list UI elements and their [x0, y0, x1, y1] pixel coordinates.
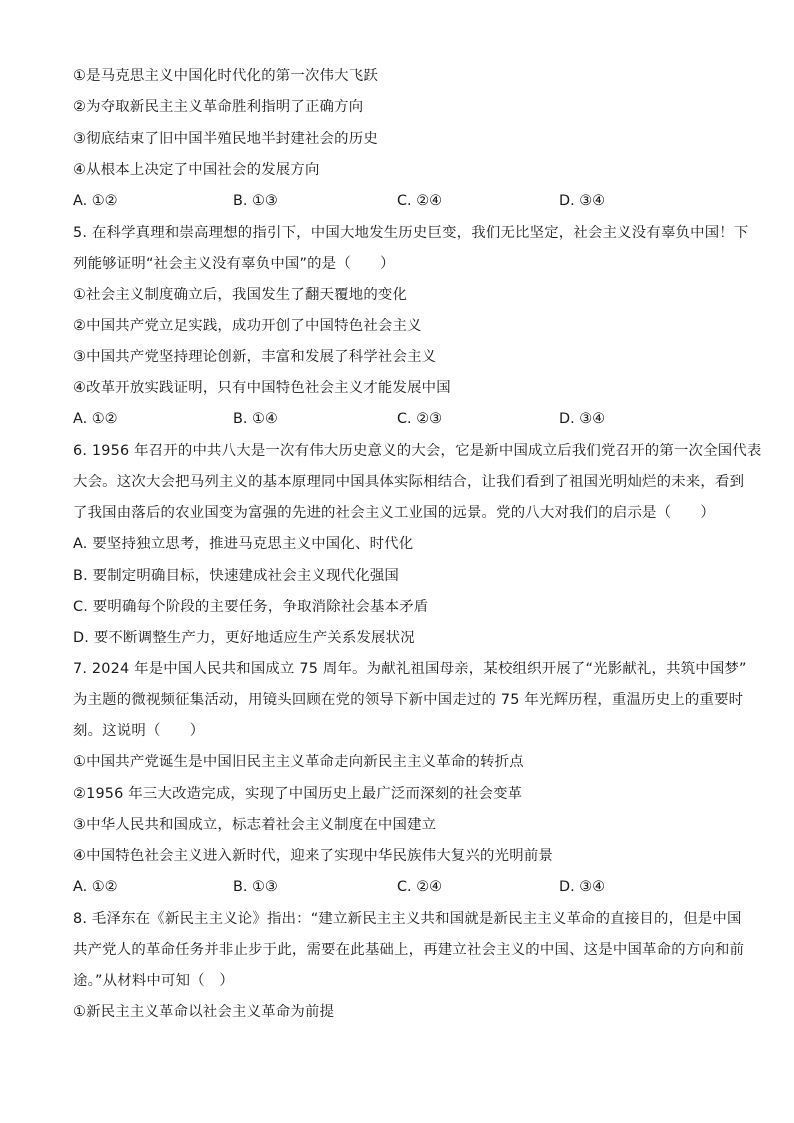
q4-item-1: ①是马克思主义中国化时代化的第一次伟大飞跃	[73, 68, 378, 84]
q7-option-c: C. ②④	[397, 879, 442, 895]
q7-item-1: ①中国共产党诞生是中国旧民主主义革命走向新民主主义革命的转折点	[73, 754, 524, 770]
q7-option-b: B. ①③	[233, 879, 278, 895]
q7-stem-line-3: 刻。这说明（ ）	[73, 723, 205, 739]
q8-stem-line-2: 共产党人的革命任务并非止步于此，需要在此基础上，再建立社会主义的中国、这是中国革命的方向和前	[73, 942, 745, 958]
q8-item-1: ①新民主主义革命以社会主义革命为前提	[73, 1004, 335, 1020]
q5-stem-line-2: 列能够证明“社会主义没有辜负中国”的是（ ）	[73, 256, 395, 272]
q7-option-d: D. ③④	[559, 879, 606, 895]
q4-option-c: C. ②④	[397, 193, 442, 209]
q5-options	[73, 409, 733, 429]
q4-option-d: D. ③④	[559, 193, 606, 209]
q8-stem-line-3: 途。”从材料中可知（ ）	[73, 973, 234, 989]
q6-choice-a: A. 要坚持独立思考，推进马克思主义中国化、时代化	[73, 536, 414, 552]
q5-item-2: ②中国共产党立足实践，成功开创了中国特色社会主义	[73, 318, 422, 334]
q7-item-3: ③中华人民共和国成立，标志着社会主义制度在中国建立	[73, 817, 437, 833]
q5-option-b: B. ①④	[233, 411, 278, 427]
q8-stem-line-1: 8. 毛泽东在《新民主主义论》指出：“建立新民主主义共和国就是新民主主义革命的直接目的，但是中国	[73, 911, 742, 927]
q5-item-1: ①社会主义制度确立后，我国发生了翻天覆地的变化	[73, 287, 408, 303]
q7-stem-line-2: 为主题的微视频征集活动，用镜头回顾在党的领导下新中国走过的 75 年光辉历程，重温历史上的重要时	[73, 692, 744, 708]
q6-stem-line-1: 6. 1956 年召开的中共八大是一次有伟大历史意义的大会，它是新中国成立后我们党召开的第一次全国代表	[73, 443, 762, 459]
q4-item-4: ④从根本上决定了中国社会的发展方向	[73, 162, 320, 178]
q4-item-3: ③彻底结束了旧中国半殖民地半封建社会的历史	[73, 131, 378, 147]
q5-option-a: A. ①②	[73, 411, 118, 427]
q7-options	[73, 877, 733, 897]
q4-options	[73, 191, 733, 211]
q6-choice-b: B. 要制定明确目标，快速建成社会主义现代化强国	[73, 568, 400, 584]
q7-item-2: ②1956 年三大改造完成，实现了中国历史上最广泛而深刻的社会变革	[73, 786, 523, 802]
q6-stem-line-3: 了我国由落后的农业国变为富强的先进的社会主义工业国的远景。党的八大对我们的启示是（ ）	[73, 505, 715, 521]
q6-stem-line-2: 大会。这次大会把马列主义的基本原理同中国具体实际相结合，让我们看到了祖国光明灿烂的未来，看到	[73, 474, 745, 490]
q5-option-d: D. ③④	[559, 411, 606, 427]
q4-option-b: B. ①③	[233, 193, 278, 209]
q7-option-a: A. ①②	[73, 879, 118, 895]
q5-item-4: ④改革开放实践证明，只有中国特色社会主义才能发展中国	[73, 380, 451, 396]
q7-item-4: ④中国特色社会主义进入新时代，迎来了实现中华民族伟大复兴的光明前景	[73, 848, 554, 864]
q5-item-3: ③中国共产党坚持理论创新，丰富和发展了科学社会主义	[73, 349, 437, 365]
q5-option-c: C. ②③	[397, 411, 442, 427]
q6-choice-c: C. 要明确每个阶段的主要任务，争取消除社会基本矛盾	[73, 599, 429, 615]
q4-option-a: A. ①②	[73, 193, 118, 209]
q6-choice-d: D. 要不断调整生产力，更好地适应生产关系发展状况	[73, 630, 415, 646]
q5-stem-line-1: 5. 在科学真理和崇高理想的指引下，中国大地发生历史巨变，我们无比坚定，社会主义没有辜负中国！下	[73, 225, 749, 241]
q4-item-2: ②为夺取新民主主义革命胜利指明了正确方向	[73, 99, 364, 115]
q7-stem-line-1: 7. 2024 年是中国人民共和国成立 75 周年。为献礼祖国母亲，某校组织开展了“光影献礼，共筑中国梦”	[73, 661, 747, 677]
